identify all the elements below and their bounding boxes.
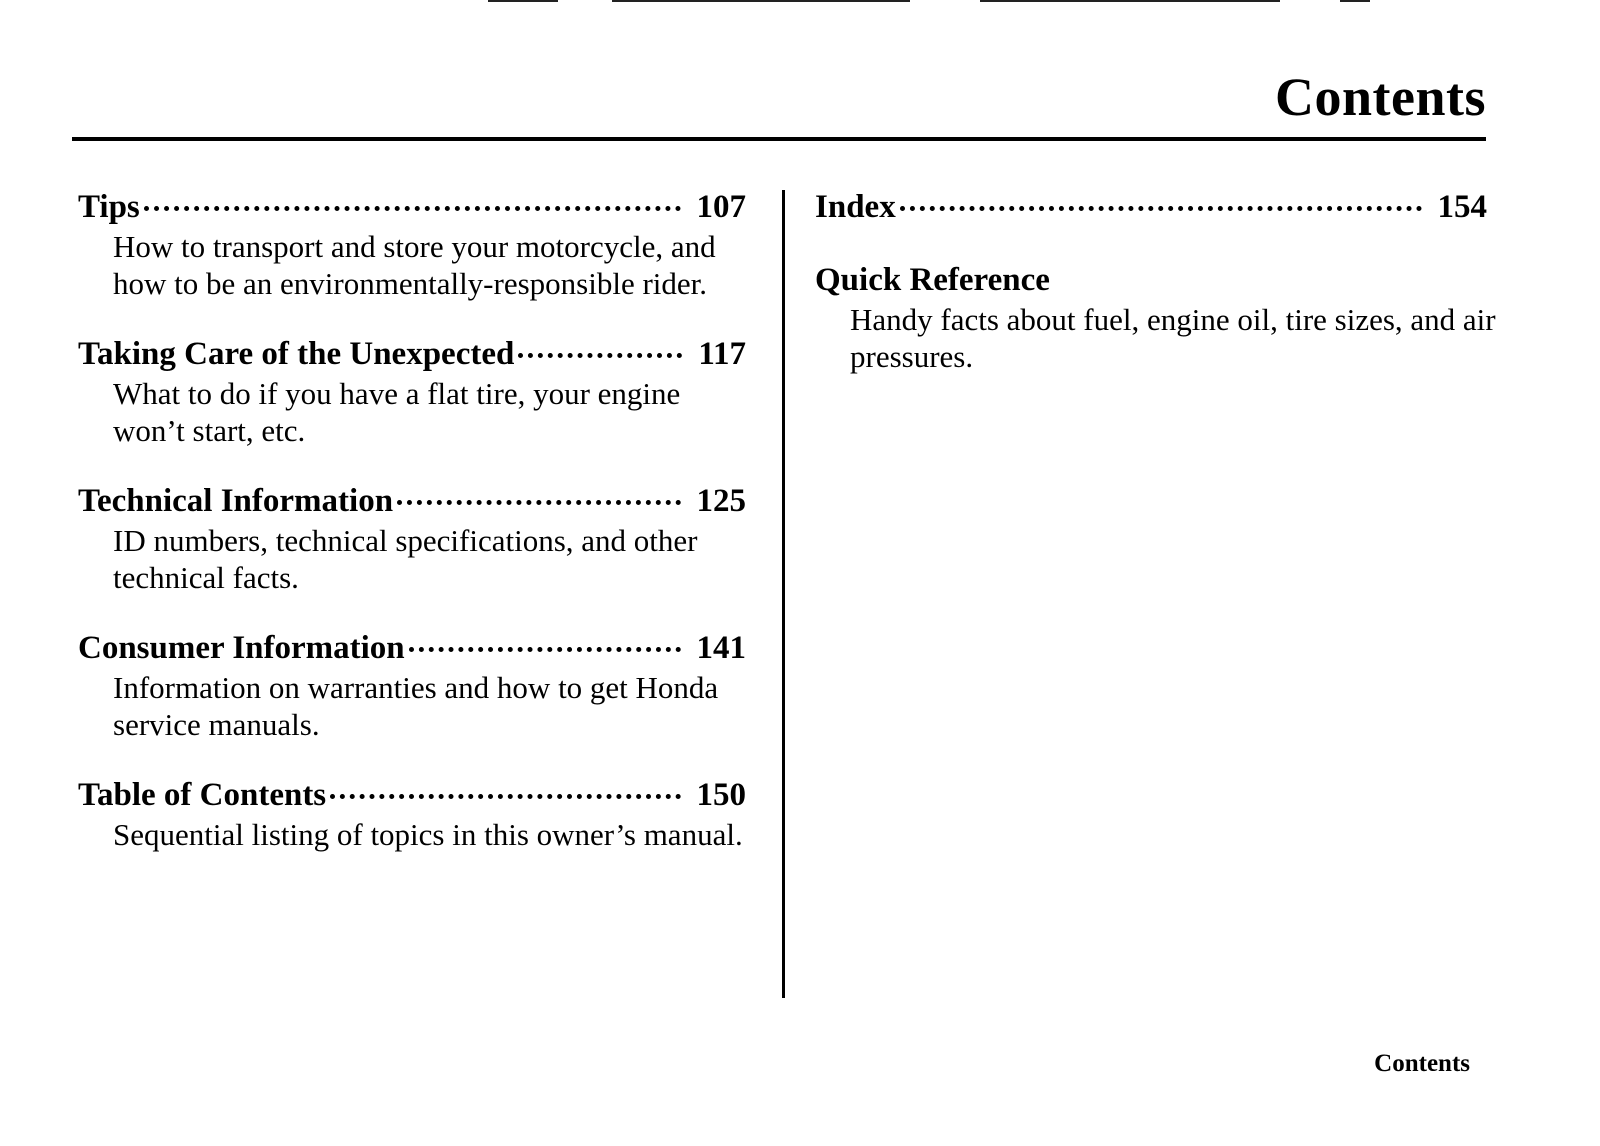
- column-divider: [782, 190, 785, 998]
- toc-entry-index[interactable]: [815, 187, 1487, 227]
- toc-entry-description: Sequential listing of topics in this owner’s manual.: [113, 817, 743, 852]
- toc-entry-page-number: 141: [696, 630, 746, 666]
- contents-left-column: [78, 187, 746, 885]
- toc-entry-title: Tips: [78, 189, 140, 225]
- toc-entry-title: Index: [815, 189, 896, 225]
- dot-leader: [144, 182, 681, 211]
- toc-entry-heading: [78, 628, 746, 668]
- toc-entry-tips[interactable]: [78, 187, 746, 302]
- toc-entry-heading: [78, 187, 746, 227]
- toc-entry-heading: [78, 334, 746, 374]
- contents-right-column: [815, 187, 1496, 407]
- toc-entry-page-number: 150: [696, 777, 746, 813]
- toc-entry-title: Quick Reference: [815, 262, 1050, 298]
- toc-entry-table-of-contents[interactable]: [78, 775, 746, 853]
- toc-entry-description: How to transport and store your motorcycle, and how to be an environmentally-responsible rider.: [113, 229, 716, 301]
- toc-entry-description: ID numbers, technical specifications, and other technical facts.: [113, 523, 698, 595]
- toc-entry-title: Technical Information: [78, 483, 394, 519]
- title-rule: [72, 137, 1486, 141]
- dot-leader: [330, 770, 680, 799]
- toc-entry-page-number: 125: [696, 483, 746, 519]
- dot-leader: [409, 623, 681, 652]
- toc-entry-quick-reference[interactable]: [815, 260, 1496, 375]
- toc-entry-heading: [815, 187, 1487, 227]
- toc-entry-title: Consumer Information: [78, 630, 405, 666]
- dot-leader: [900, 182, 1422, 211]
- top-scan-marks: [0, 0, 1600, 6]
- toc-entry-heading: [78, 481, 746, 521]
- page-title: Contents: [1274, 67, 1486, 127]
- toc-entry-taking-care-of-the-unexpected[interactable]: [78, 334, 746, 449]
- dot-leader: [397, 476, 680, 505]
- toc-entry-page-number: 117: [698, 336, 746, 372]
- footer-section-label: Contents: [1374, 1050, 1470, 1077]
- toc-entry-heading: [78, 775, 746, 815]
- toc-entry-page-number: 154: [1437, 189, 1487, 225]
- toc-entry-technical-information[interactable]: [78, 481, 746, 596]
- toc-entry-page-number: 107: [696, 189, 746, 225]
- toc-entry-title: Table of Contents: [78, 777, 327, 813]
- toc-entry-heading: [815, 260, 1487, 300]
- toc-entry-consumer-information[interactable]: [78, 628, 746, 743]
- toc-entry-description: What to do if you have a flat tire, your engine won’t start, etc.: [113, 376, 681, 448]
- toc-entry-description: Handy facts about fuel, engine oil, tire sizes, and air pressures.: [850, 302, 1496, 374]
- toc-entry-title: Taking Care of the Unexpected: [78, 336, 515, 372]
- dot-leader: [518, 329, 682, 358]
- toc-entry-description: Information on warranties and how to get Honda service manuals.: [113, 670, 719, 742]
